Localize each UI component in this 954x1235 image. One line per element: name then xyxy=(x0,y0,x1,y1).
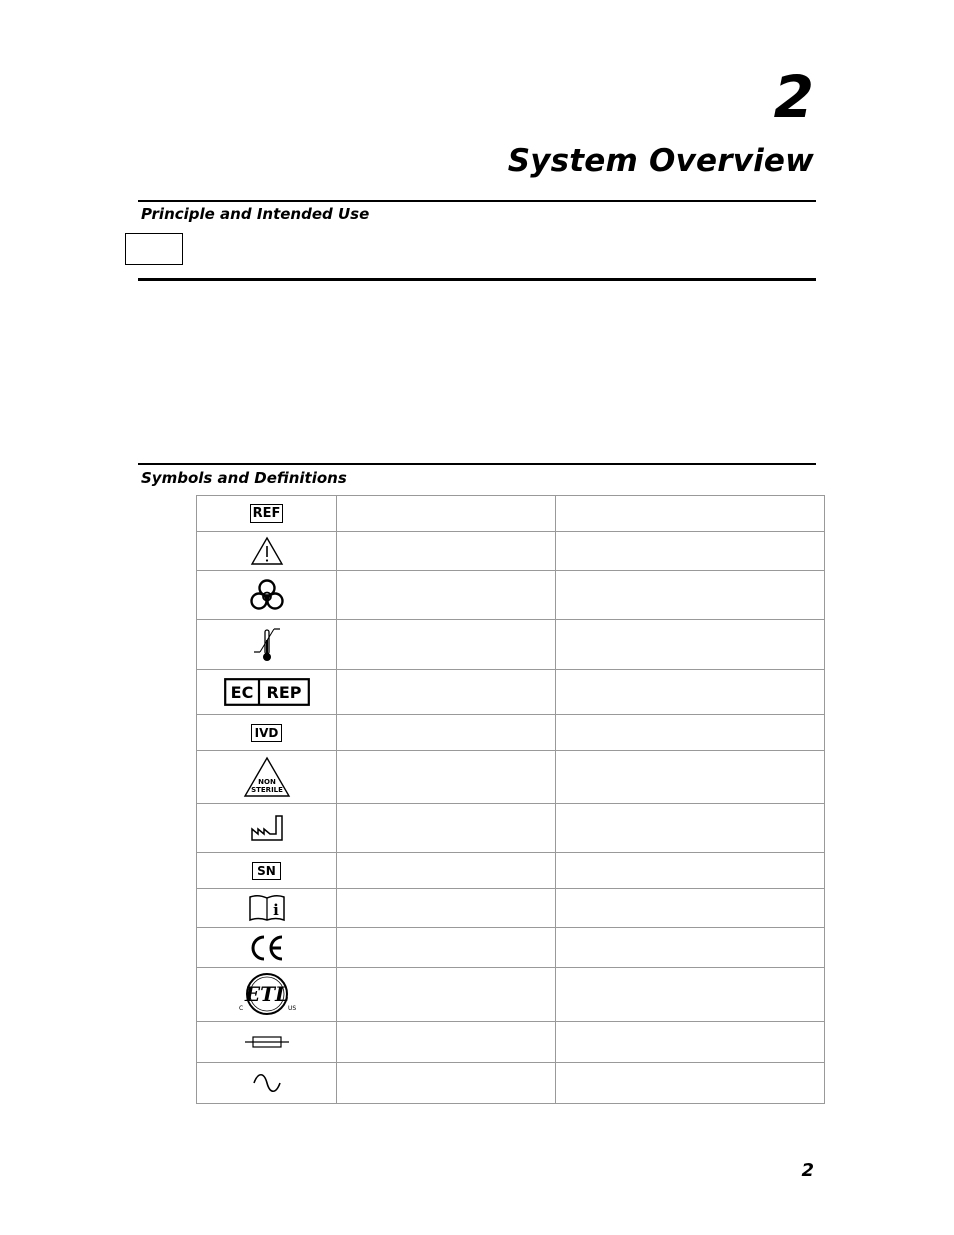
page-number: 2 xyxy=(801,1160,814,1181)
fuse-icon xyxy=(244,1034,290,1050)
consult-instructions-icon xyxy=(248,894,286,922)
svg-text:REP: REP xyxy=(266,683,301,702)
section-rule-thick xyxy=(138,278,816,281)
non-sterile-icon xyxy=(243,756,291,798)
table-row xyxy=(197,1022,825,1063)
table-row xyxy=(197,496,825,532)
ec-rep-icon xyxy=(224,678,310,706)
etl-listed-mark-icon xyxy=(235,970,299,1020)
symbols-table xyxy=(196,495,825,1104)
section-heading-principle: Principle and Intended Use xyxy=(141,205,370,223)
ce-mark-icon xyxy=(249,934,285,962)
section-rule-symbols xyxy=(138,463,816,465)
section-heading-symbols: Symbols and Definitions xyxy=(141,469,347,487)
empty-text-box xyxy=(125,233,183,265)
ref-catalog-number-icon: REF xyxy=(250,504,284,523)
table-row xyxy=(197,889,825,928)
table-row xyxy=(197,620,825,670)
serial-number-icon: SN xyxy=(252,862,281,880)
table-row xyxy=(197,804,825,853)
chapter-title: System Overview xyxy=(507,143,814,179)
table-row xyxy=(197,532,825,571)
table-row xyxy=(197,670,825,715)
alternating-current-icon xyxy=(252,1072,282,1094)
svg-text:i: i xyxy=(272,901,279,919)
manufacturer-date-icon xyxy=(250,813,284,843)
chapter-number: 2 xyxy=(773,63,814,131)
table-row xyxy=(197,968,825,1022)
table-row xyxy=(197,571,825,620)
svg-text:ETL: ETL xyxy=(244,981,289,1006)
table-row xyxy=(197,928,825,968)
table-row xyxy=(197,751,825,804)
svg-text:STERILE: STERILE xyxy=(250,786,283,794)
temperature-limit-icon xyxy=(252,626,282,664)
table-row xyxy=(197,1063,825,1104)
table-row xyxy=(197,853,825,889)
ivd-icon: IVD xyxy=(251,724,283,742)
svg-text:C: C xyxy=(238,1004,243,1012)
svg-text:NON: NON xyxy=(257,778,276,786)
svg-text:US: US xyxy=(287,1004,296,1012)
caution-warning-icon xyxy=(250,536,284,566)
table-row xyxy=(197,715,825,751)
section-rule-top xyxy=(138,200,816,202)
biohazard-icon xyxy=(249,578,285,612)
svg-text:EC: EC xyxy=(230,683,253,702)
